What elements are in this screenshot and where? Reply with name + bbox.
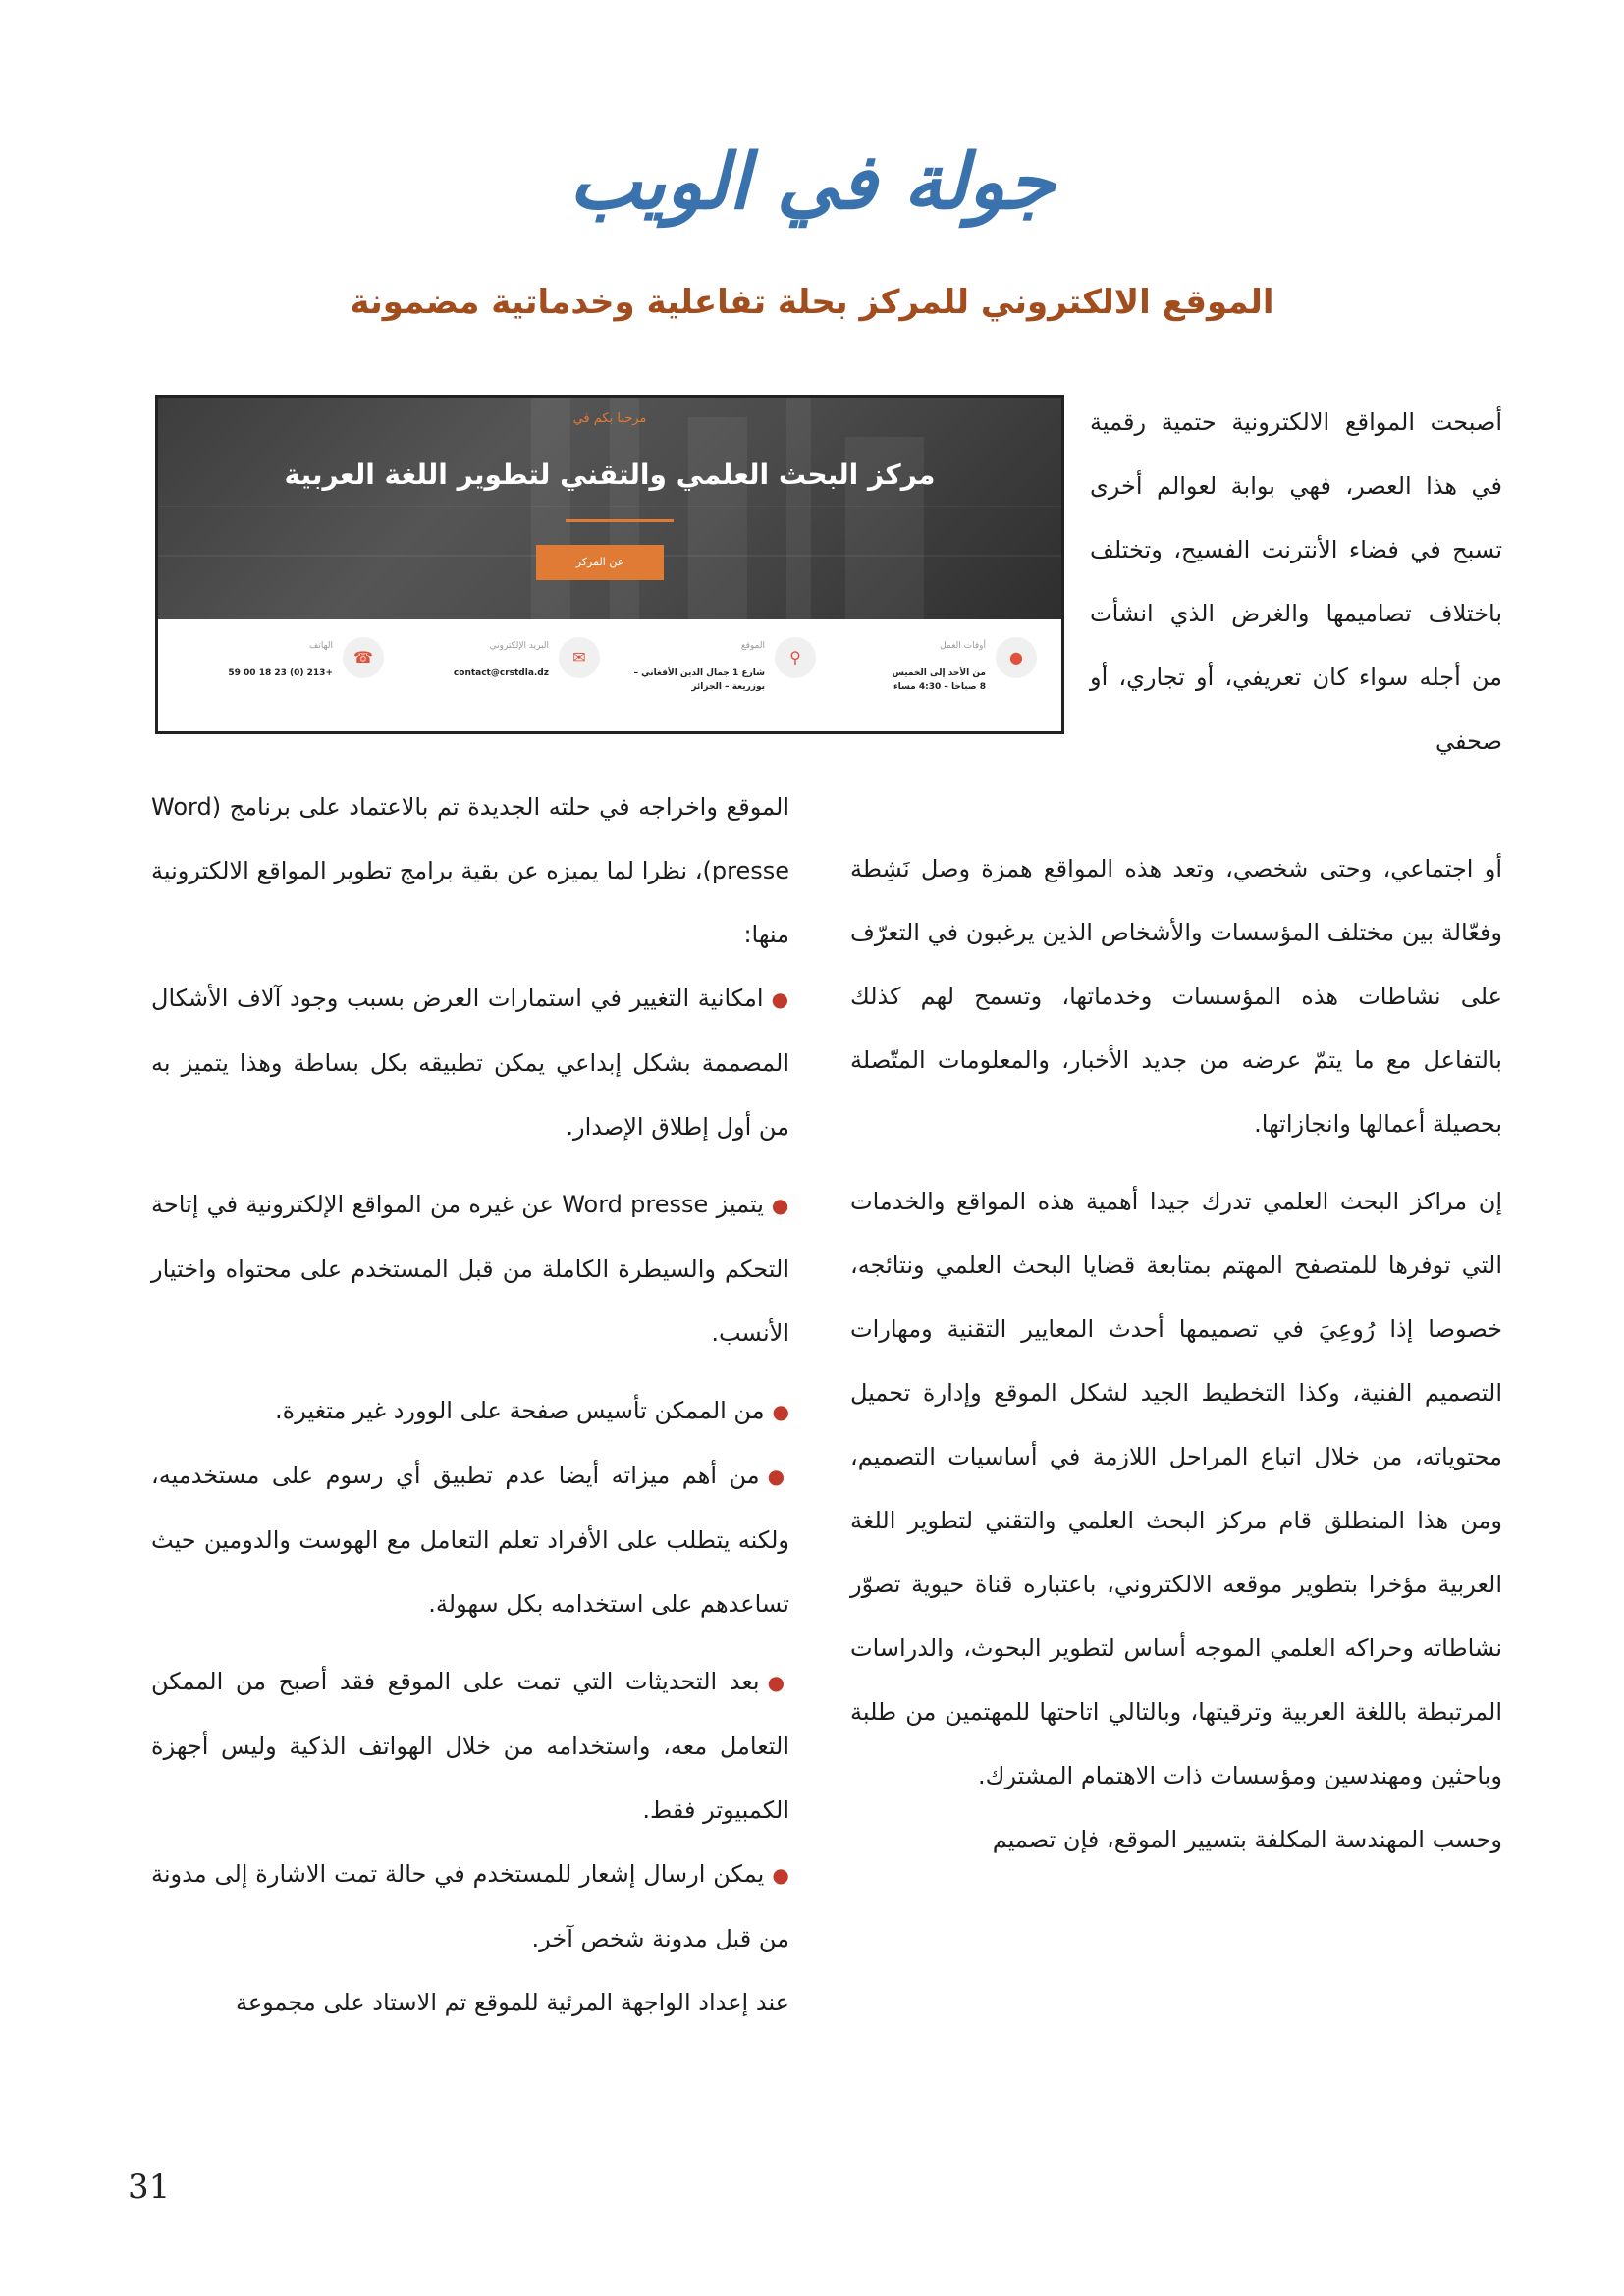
location-icon: ⚲ xyxy=(775,637,816,678)
bullet-item: ●من أهم ميزاته أيضا عدم تطبيق أي رسوم على مستخدميه، ولكنه يتطلب على الأفراد تعلم التعامل مع الهوست والدومين حيث تساعدهم على استخدامه بكل سهولة. xyxy=(151,1462,790,1618)
website-screenshot xyxy=(155,395,1064,734)
info-phone: ☎ الهاتف +213 (0) 23 18 00 59 xyxy=(173,637,384,716)
page-number: 31 xyxy=(128,2167,171,2207)
paragraph: أو اجتماعي، وحتى شخصي، وتعد هذه المواقع همزة وصل نَشِطة وفعّالة بين مختلف المؤسسات والأشخاص الذين يرغبون في التعرّف على نشاطات هذه المؤسسات وخدماتها، وتسمح لهم كذلك بالتفاعل مع ما يتمّ عرضه من جديد الأخبار، والمعلومات المتّصلة بحصيلة أعمالها وانجازاتها. xyxy=(850,855,1502,1138)
phone-icon: ☎ xyxy=(343,637,384,678)
bullet-icon: ● xyxy=(772,1863,790,1887)
article-subtitle: الموقع الالكتروني للمركز بحلة تفاعلية وخدماتية مضمونة xyxy=(350,283,1274,322)
paragraph: أصبحت المواقع الالكترونية حتمية رقمية في هذا العصر، فهي بوابة لعوالم أخرى تسبح في فضاء الأنترنت الفسيح، وتختلف باختلاف تصاميمها والغرض الذي انشأت من أجله سواء كان تعريفي، أو تجاري، أو صحفي xyxy=(1090,408,1502,755)
info-hours: ● أوقات العمل من الأحد إلى الخميس 8 صباحا – 4:30 مساء xyxy=(826,637,1037,716)
info-location: ⚲ الموقع شارع 1 جمال الدين الأفغاني – بوزريعة – الجزائر xyxy=(605,637,816,716)
left-column-body xyxy=(151,775,789,2035)
bullet-item: ●بعد التحديثات التي تمت على الموقع فقد أصبح من الممكن التعامل معه، واستخدامه من خلال الهواتف الذكية وليس أجهزة الكمبيوتر فقط. xyxy=(151,1668,789,1824)
bullet-icon: ● xyxy=(772,1400,789,1423)
mail-icon: ✉ xyxy=(559,637,600,678)
hero-title: مركز البحث العلمي والتقني لتطوير اللغة العربية xyxy=(284,458,936,491)
clock-icon: ● xyxy=(996,637,1037,678)
bullet-item: ●من الممكن تأسيس صفحة على الوورد غير متغيرة. xyxy=(275,1397,789,1424)
hero-divider xyxy=(566,519,674,522)
about-center-button[interactable]: عن المركز xyxy=(536,545,664,580)
paragraph: عند إعداد الواجهة المرئية للموقع تم الاستاد على مجموعة xyxy=(235,1989,789,2016)
bullet-icon: ● xyxy=(771,988,790,1011)
paragraph: الموقع واخراجه في حلته الجديدة تم بالاعتماد على برنامج (Word presse)، نظرا لما يميزه عن بقية برامج تطوير المواقع الالكترونية منها: xyxy=(151,793,789,948)
hero-banner xyxy=(158,398,1061,619)
contact-info-bar xyxy=(158,619,1061,731)
page-title: جولة في الويب xyxy=(568,137,1056,227)
bullet-item: ●امكانية التغيير في استمارات العرض بسبب وجود آلاف الأشكال المصممة بشكل إبداعي يمكن تطبيقه بكل بساطة وهذا يتميز به من أول إطلاق الإصدار. xyxy=(151,985,790,1141)
bullet-icon: ● xyxy=(767,1671,789,1694)
bullet-item: ●يمكن ارسال إشعار للمستخدم في حالة تمت الاشارة إلى مدونة من قبل مدونة شخص آخر. xyxy=(151,1860,790,1952)
hero-welcome: مرحبا بكم في xyxy=(572,411,647,426)
right-column-body xyxy=(850,837,1502,1872)
right-column-intro xyxy=(1090,391,1502,774)
bullet-icon: ● xyxy=(771,1194,789,1217)
bullet-icon: ● xyxy=(767,1465,790,1488)
paragraph: إن مراكز البحث العلمي تدرك جيدا أهمية هذه المواقع والخدمات التي توفرها للمتصفح المهتم بمتابعة قضايا البحث العلمي ونتائجه، خصوصا إذا رُوعِيَ في تصميمها أحدث المعايير التقنية ومهارات التصميم الفنية، وكذا التخطيط الجيد لشكل الموقع وإدارة تحميل محتوياته، من خلال اتباع المراحل اللازمة في أساسيات التصميم، ومن هذا المنطلق قام مركز البحث العلمي والتقني لتطوير اللغة العربية مؤخرا بتطوير موقعه الالكتروني، باعتباره قناة حيوية تصوّر نشاطاته وحراكه العلمي الموجه أساس لتطوير البحوث، والدراسات المرتبطة باللغة العربية وترقيتها، وبالتالي اتاحتها للمهتمين من طلبة وباحثين ومهندسين ومؤسسات ذات الاهتمام المشترك. xyxy=(850,1188,1502,1789)
bullet-item: ●يتميز Word presse عن غيره من المواقع الإلكترونية في إتاحة التحكم والسيطرة الكاملة من قبل المستخدم على محتواه واختيار الأنسب. xyxy=(151,1191,789,1347)
info-email: ✉ البريد الإلكتروني contact@crstdla.dz xyxy=(389,637,600,716)
paragraph: وحسب المهندسة المكلفة بتسيير الموقع، فإن تصميم xyxy=(992,1826,1502,1853)
